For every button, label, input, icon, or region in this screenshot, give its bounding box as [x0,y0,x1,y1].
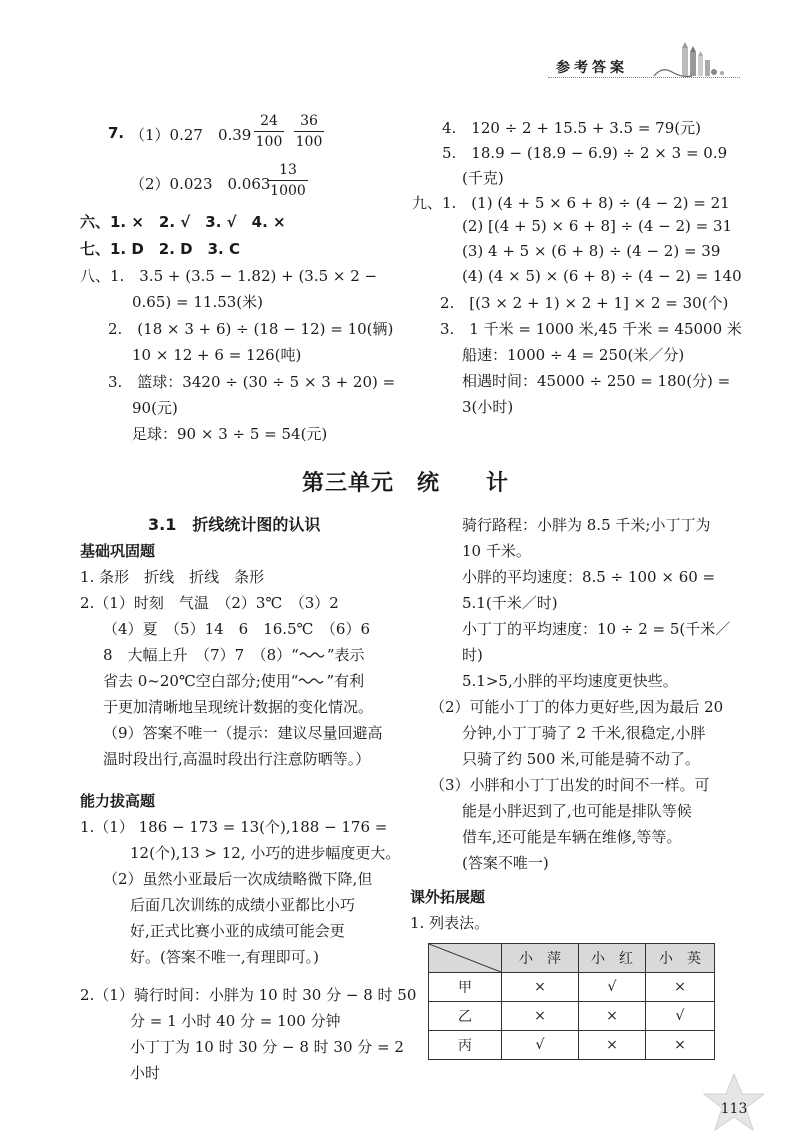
answer-line-8-3b: 90(元) [132,399,178,417]
q7-1-text: （1）0.27 0.39 [130,126,252,144]
adv-right-3: 小胖的平均速度：8.5 ÷ 100 × 60 = [462,568,716,586]
q7-2-text: （2）0.023 0.063 [130,175,271,193]
adv-right-14: (答案不唯一) [462,854,549,872]
adv-q1c: （2）虽然小亚最后一次成绩略微下降,但 [103,870,373,888]
extension-q1: 1. 列表法。 [410,914,490,932]
break-mark-icon [298,676,326,686]
answer-line-9-3b: 船速：1000 ÷ 4 = 250(米／分) [462,346,685,364]
adv-right-7: 5.1>5,小胖的平均速度更快些。 [462,672,678,690]
adv-right-5: 小丁丁的平均速度：10 ÷ 2 = 5(千米／ [462,620,731,638]
page-number: 113 [720,1101,748,1117]
unit-title: 第三单元 统 计 [302,471,510,496]
answer-line-9-3c: 相遇时间：45000 ÷ 250 = 180(分) = [462,372,731,390]
diagonal-line-icon [429,944,501,972]
table-cell: √ [579,973,646,1002]
adv-right-6: 时) [462,646,483,664]
table-cell: 丙 [429,1031,502,1060]
answer-line-7: 七、1. D 2. D 3. C [80,240,240,258]
adv-q1a: 1.（1） 186 − 173 = 13(个),188 − 176 = [80,818,388,836]
table-header-row [429,944,715,973]
table-cell: × [579,1031,646,1060]
adv-right-9: 分钟,小丁丁骑了 2 千米,很稳定,小胖 [462,724,706,742]
adv-right-8: （2）可能小丁丁的体力更好些,因为最后 20 [430,698,724,716]
basic-q2c [103,644,365,665]
adv-q1e: 好,正式比赛小亚的成绩可能会更 [130,922,345,940]
fraction-24-100: 24 100 [255,113,283,150]
adv-q2a: 2.（1）骑行时间：小胖为 10 时 30 分 − 8 时 50 [80,986,417,1004]
fraction-13-1000: 13 1000 [268,161,308,200]
answer-line-4: 4. 120 ÷ 2 + 15.5 + 3.5 = 79(元) [442,119,701,137]
answer-line-5a: 5. 18.9 − (18.9 − 6.9) ÷ 2 × 3 = 0.9 [442,144,728,162]
basic-q2e: 于更加清晰地呈现统计数据的变化情况。 [103,698,374,716]
adv-right-11: （3）小胖和小丁丁出发的时间不一样。可 [430,776,710,794]
answer-line-9-1b: (2) [(4 + 5) × 6 + 8] ÷ (4 − 2) = 31 [462,217,733,235]
subhead-extension: 课外拓展题 [410,888,486,906]
table-cell: √ [646,1002,715,1031]
answer-line-9-1a: 九、1. (1) (4 + 5 × 6 + 8) ÷ (4 − 2) = 21 [412,194,730,212]
adv-right-4: 5.1(千米／时) [462,594,558,612]
answer-line-6: 六、1. × 2. √ 3. √ 4. × [80,213,286,231]
table-cell: × [579,1002,646,1031]
table-cell: 甲 [429,973,502,1002]
basic-q2f: （9）答案不唯一（提示：建议尽量回避高 [103,724,383,742]
basic-q2c-tail: ”表示 [326,646,365,664]
basic-q2a: 2.（1）时刻 气温 （2）3℃ （3）2 [80,594,339,612]
table-header-cell: 小 英 [646,944,715,973]
table-cell: × [502,973,579,1002]
answer-table [428,943,715,1060]
basic-q2g: 温时段出行,高温时段出行注意防晒等。） [103,750,371,768]
table-row [429,1002,715,1031]
adv-right-1: 骑行路程：小胖为 8.5 千米;小丁丁为 [462,516,711,534]
answer-line-8-2a: 2. (18 × 3 + 6) ÷ (18 − 12) = 10(辆) [108,320,394,338]
answer-line-9-1d: (4) (4 × 5) × (6 + 8) ÷ (4 − 2) = 140 [462,267,742,285]
answer-line-8-2b: 10 × 12 + 6 = 126(吨) [132,346,302,364]
basic-q2d-head: 省去 0~20℃空白部分;使用“ [103,672,299,690]
adv-q1d: 后面几次训练的成绩小亚都比小巧 [130,896,356,914]
fraction-36-100: 36 100 [295,113,323,150]
table-row [429,1031,715,1060]
pencils-decoration-icon [652,42,742,78]
answer-line-9-2: 2. [(3 × 2 + 1) × 2 + 1] × 2 = 30(个) [440,294,729,312]
basic-q2c-head: 8 大幅上升 （7）7 （8）“ [103,646,299,664]
adv-q2c: 小丁丁为 10 时 30 分 − 8 时 30 分 = 2 [130,1038,404,1056]
answer-line-8-3a: 3. 篮球：3420 ÷ (30 ÷ 5 × 3 + 20) = [108,373,396,391]
adv-q1b: 12(个),13 > 12, 小巧的进步幅度更大。 [130,844,401,862]
table-header-cell: 小 萍 [502,944,579,973]
header-divider [548,77,740,78]
basic-q2d-tail: ”有利 [326,672,365,690]
answer-line-9-3a: 3. 1 千米 = 1000 米,45 千米 = 45000 米 [440,320,742,338]
adv-q2d: 小时 [130,1064,161,1082]
adv-q1f: 好。(答案不唯一,有理即可。) [130,948,319,966]
section-title: 3.1 折线统计图的认识 [148,515,321,534]
subhead-advanced: 能力拔高题 [80,792,156,810]
basic-q2b: （4）夏 （5）14 6 16.5℃ （6）6 [103,620,370,638]
header-label: 参考答案 [556,60,628,76]
adv-right-13: 借车,还可能是车辆在维修,等等。 [462,828,682,846]
answer-line-8-1a: 八、1. 3.5 + (3.5 − 1.82) + (3.5 × 2 − [80,267,378,285]
answer-line-8-3c: 足球：90 × 3 ÷ 5 = 54(元) [132,425,328,443]
q7-number: 7. [108,124,125,142]
table-cell: × [502,1002,579,1031]
table-cell: √ [502,1031,579,1060]
answer-line-8-1b: 0.65) = 11.53(米) [132,293,264,311]
table-cell: × [646,1031,715,1060]
answer-line-5b: (千克) [462,169,504,187]
answer-line-9-3d: 3(小时) [462,398,514,416]
table-cell: 乙 [429,1002,502,1031]
adv-q2b: 分 = 1 小时 40 分 = 100 分钟 [130,1012,341,1030]
subhead-basic: 基础巩固题 [80,542,156,560]
answer-line-9-1c: (3) 4 + 5 × (6 + 8) ÷ (4 − 2) = 39 [462,242,721,260]
table-header-cell: 小 红 [579,944,646,973]
break-mark-icon [299,650,327,660]
table-corner-cell [429,944,502,973]
table-cell: × [646,973,715,1002]
table-row [429,973,715,1002]
adv-right-2: 10 千米。 [462,542,531,560]
adv-right-10: 只骑了约 500 米,可能是骑不动了。 [462,750,700,768]
basic-q2d [103,670,364,691]
adv-right-12: 能是小胖迟到了,也可能是排队等候 [462,802,692,820]
basic-q1: 1. 条形 折线 折线 条形 [80,568,265,586]
